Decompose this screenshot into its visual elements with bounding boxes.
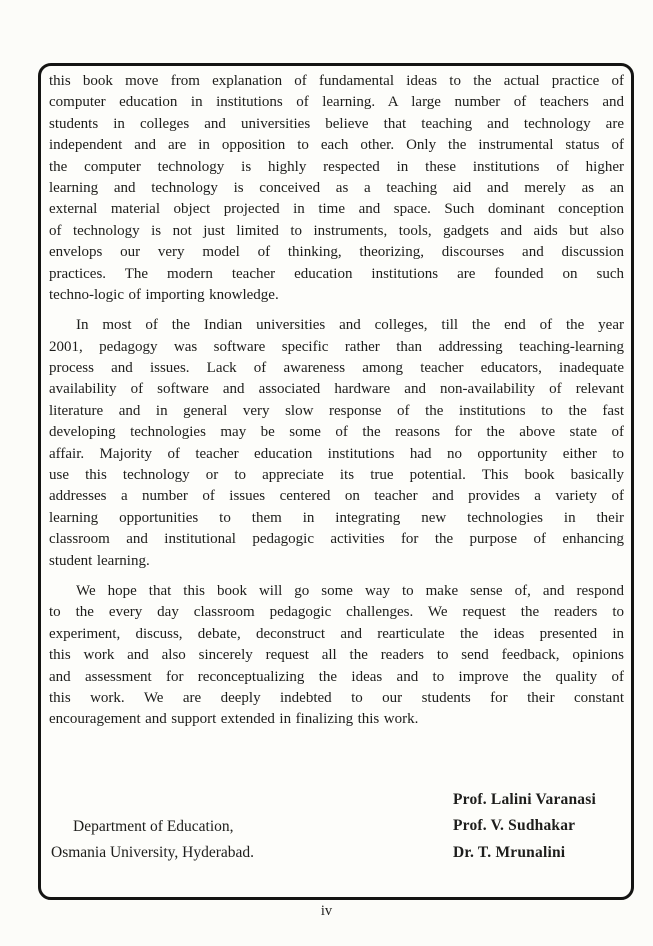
preface-paragraph-2 xyxy=(49,315,624,572)
text-line: developing technologies may be some of the reasons for the above state of xyxy=(49,424,624,441)
text-line: the computer technology is highly respected in these institutions of higher xyxy=(49,158,624,175)
text-line: students in colleges and universities believe that teaching and technology are xyxy=(49,115,624,132)
page-number: iv xyxy=(320,903,333,919)
text-line: practices. The modern teacher education institutions are founded on such xyxy=(49,265,624,282)
text-line: literature and in general very slow response of the institutions to the fast xyxy=(49,402,624,419)
text-line: student learning. xyxy=(49,552,150,569)
signature-block xyxy=(51,787,596,867)
signature-line: Department of Education, xyxy=(73,818,234,836)
text-line: of technology is not just limited to instruments, tools, gadgets and aids but also xyxy=(49,222,624,239)
department-address xyxy=(51,814,254,866)
text-line: addresses a number of issues centered on teacher and provides a variety of xyxy=(49,488,624,505)
text-line: this book move from explanation of fundamental ideas to the actual practice of xyxy=(49,73,624,89)
text-line: envelops our very model of thinking, theorizing, discourses and discussion xyxy=(49,244,624,261)
text-line: independent and are in opposition to each other. Only the instrumental status of xyxy=(49,137,624,154)
text-line: to the every day classroom pedagogic challenges. We request the readers to xyxy=(49,604,624,621)
text-line: and assessment for reconceptualizing the ideas and to improve the quality of xyxy=(49,668,624,685)
text-line: use this technology or to appreciate its true potential. This book basically xyxy=(49,467,624,484)
text-line: learning and technology is conceived as a teaching aid and merely as an xyxy=(49,179,624,196)
preface-paragraph-1 xyxy=(49,71,624,306)
preface-paragraph-3 xyxy=(49,581,624,731)
author-names xyxy=(453,787,596,867)
text-line: We hope that this book will go some way to make sense of, and respond xyxy=(76,582,624,599)
signature-line: Dr. T. Mrunalini xyxy=(452,843,566,861)
text-line: learning opportunities to them in integrating new technologies in their xyxy=(49,509,624,526)
text-line: external material object projected in time and space. Such dominant conception xyxy=(49,201,624,218)
text-line: this work and also sincerely request all the readers to send feedback, opinions xyxy=(49,647,624,664)
text-line: availability of software and associated hardware and non-availability of relevant xyxy=(49,381,624,398)
text-line: techno-logic of importing knowledge. xyxy=(49,286,279,303)
text-line: this work. We are deeply indebted to our students for their constant xyxy=(49,689,624,706)
text-line: In most of the Indian universities and colleges, till the end of the year xyxy=(76,317,624,334)
text-line: experiment, discuss, debate, deconstruct and rearticulate the ideas presented in xyxy=(49,625,624,642)
text-line: affair. Majority of teacher education institutions had no opportunity either to xyxy=(49,445,624,462)
text-line: classroom and institutional pedagogic activities for the purpose of enhancing xyxy=(49,531,624,548)
text-line: 2001, pedagogy was software specific rather than addressing teaching-learning xyxy=(49,338,624,355)
text-line: process and issues. Lack of awareness among teacher educators, inadequate xyxy=(49,360,624,377)
signature-line: Osmania University, Hyderabad. xyxy=(51,844,255,862)
text-line: computer education in institutions of learning. A large number of teachers and xyxy=(49,94,624,111)
signature-line: Prof. Lalini Varanasi xyxy=(452,790,596,808)
preface-text-box xyxy=(38,63,634,900)
text-line: encouragement and support extended in finalizing this work. xyxy=(49,711,419,728)
signature-line: Prof. V. Sudhakar xyxy=(452,817,576,835)
